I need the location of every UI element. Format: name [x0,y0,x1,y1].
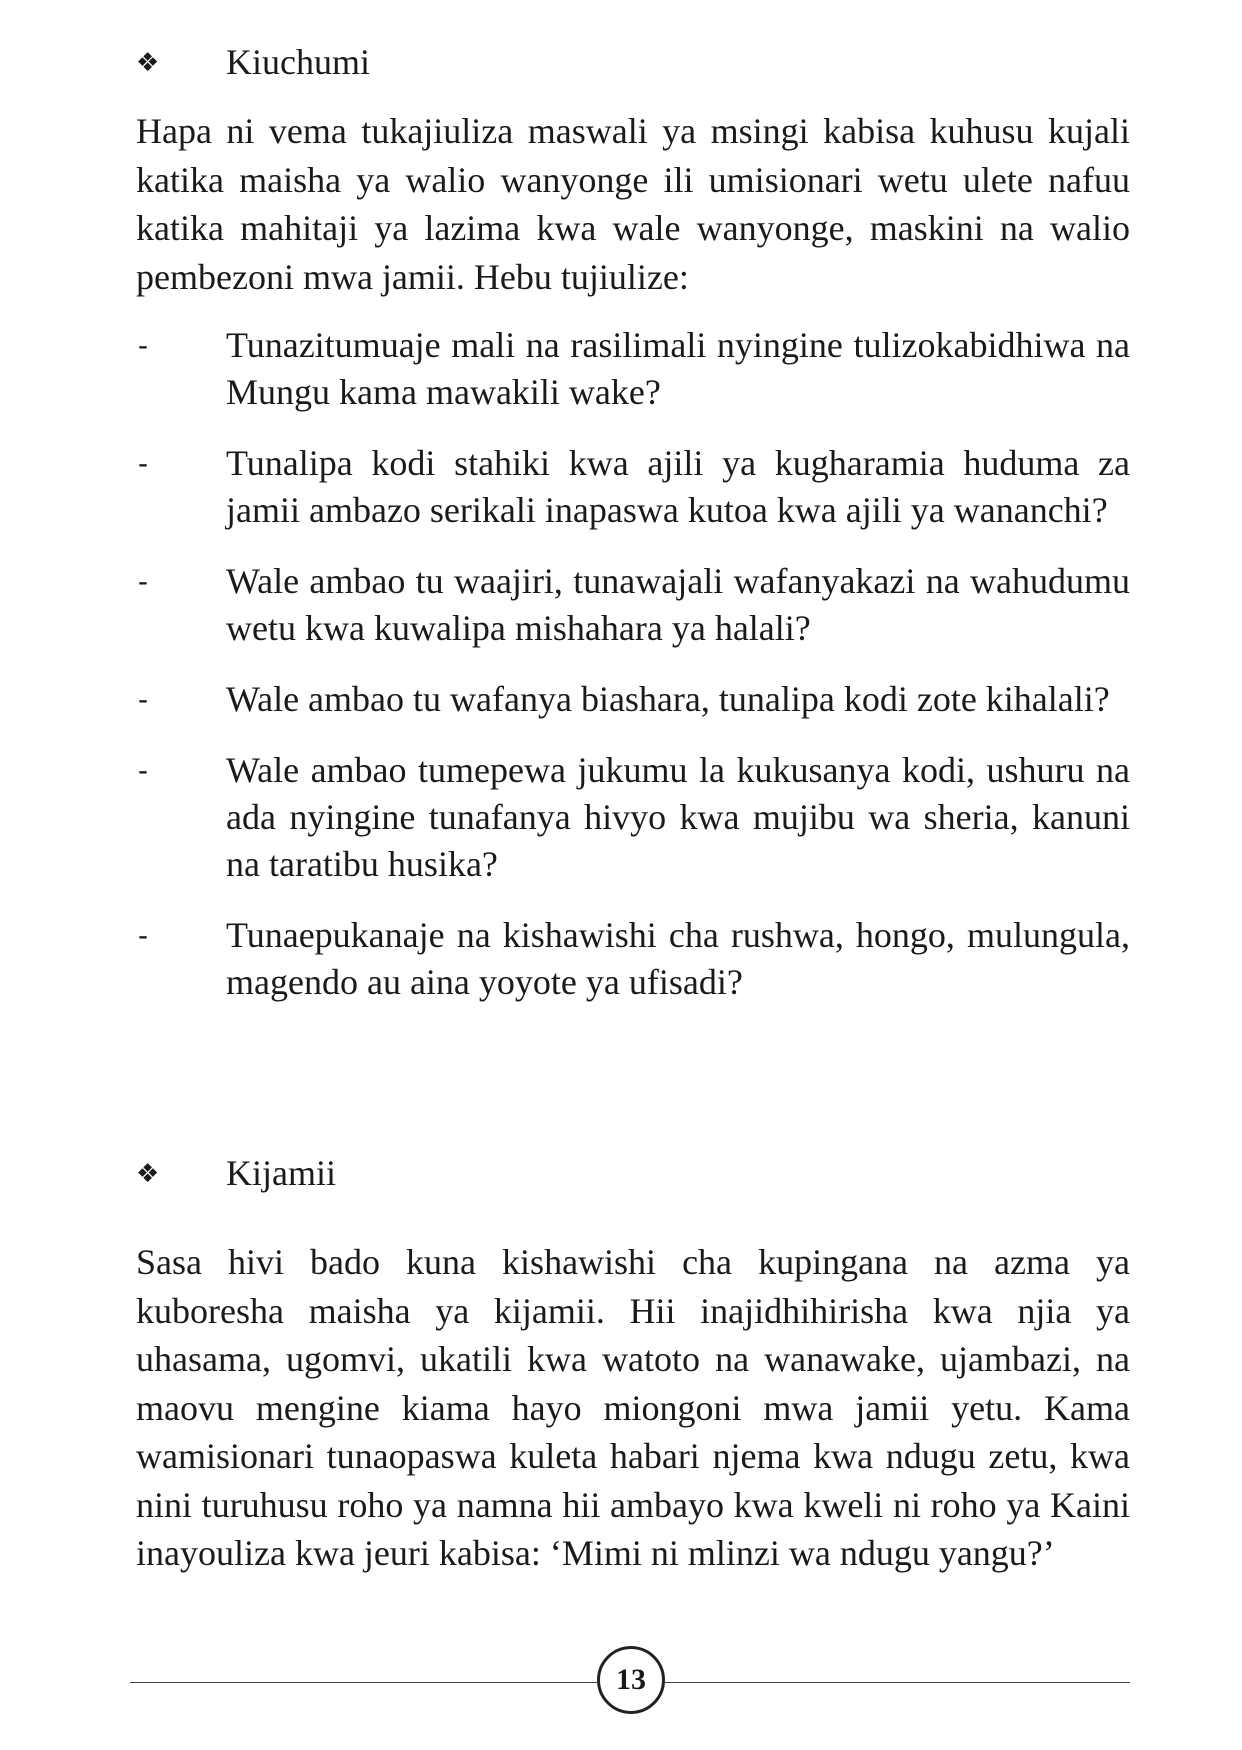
section-heading-kijamii [136,1151,336,1196]
intro-paragraph: Hapa ni vema tukajiuliza maswali ya msingi kabisa kuhusu kujali katika maisha ya walio wanyonge ili umisionari wetu ulete nafuu katika mahitaji ya lazima kwa wale wanyonge, maskini na walio pembezoni mwa jamii. Hebu tujiulize: [136,111,1130,297]
section-heading-kiuchumi [136,40,370,85]
list-item [136,558,1130,652]
list-item-text: Tunalipa kodi stahiki kwa ajili ya kugharamia huduma za jamii ambazo serikali inapaswa kutoa kwa ajili ya wananchi? [226,443,1130,530]
dash-bullet: - [138,447,148,480]
dash-bullet: - [138,329,148,362]
section-heading-text: Kiuchumi [226,42,370,82]
section-heading-text: Kijamii [226,1153,336,1193]
list-item-text: Wale ambao tumepewa jukumu la kukusanya kodi, ushuru na ada nyingine tunafanya hivyo kwa mujibu wa sheria, kanuni na taratibu husika? [226,750,1130,884]
list-item [136,440,1130,534]
list-item-text: Tunazitumuaje mali na rasilimali nyingine tulizokabidhiwa na Mungu kama mawakili wake? [226,325,1130,412]
dash-bullet: - [138,683,148,716]
list-item-text: Tunaepukanaje na kishawishi cha rushwa, hongo, mulungula, magendo au aina yoyote ya ufisadi? [226,915,1130,1002]
footer-rule-left [130,1682,597,1683]
list-item-text: Wale ambao tu waajiri, tunawajali wafanyakazi na wahudumu wetu kwa kuwalipa mishahara ya halali? [226,561,1130,648]
diamond-bullet-icon: ❖ [136,48,160,78]
footer-rule-right [665,1682,1130,1683]
dash-bullet: - [138,919,148,952]
list-item [136,322,1130,416]
page-number: 13 [597,1646,665,1714]
dash-bullet: - [138,565,148,598]
diamond-bullet-icon: ❖ [136,1159,160,1189]
list-item-text: Wale ambao tu wafanya biashara, tunalipa kodi zote kihalali? [226,679,1110,719]
question-list [136,322,1130,1030]
list-item [136,747,1130,888]
list-item [136,912,1130,1006]
dash-bullet: - [138,754,148,787]
closing-paragraph: Sasa hivi bado kuna kishawishi cha kupingana na azma ya kuboresha maisha ya kijamii. Hii inajidhihirisha kwa njia ya uhasama, ugomvi, ukatili kwa watoto na wanawake, ujambazi, na maovu mengine kiama hayo miongoni mwa jamii yetu. Kama wamisionari tunaopaswa kuleta habari njema kwa ndugu zetu, kwa nini turuhusu roho ya namna hii ambayo kwa kweli ni roho ya Kaini inayouliza kwa jeuri kabisa: ‘Mimi ni mlinzi wa ndugu yangu?’ [136,1242,1130,1573]
list-item [136,676,1130,723]
